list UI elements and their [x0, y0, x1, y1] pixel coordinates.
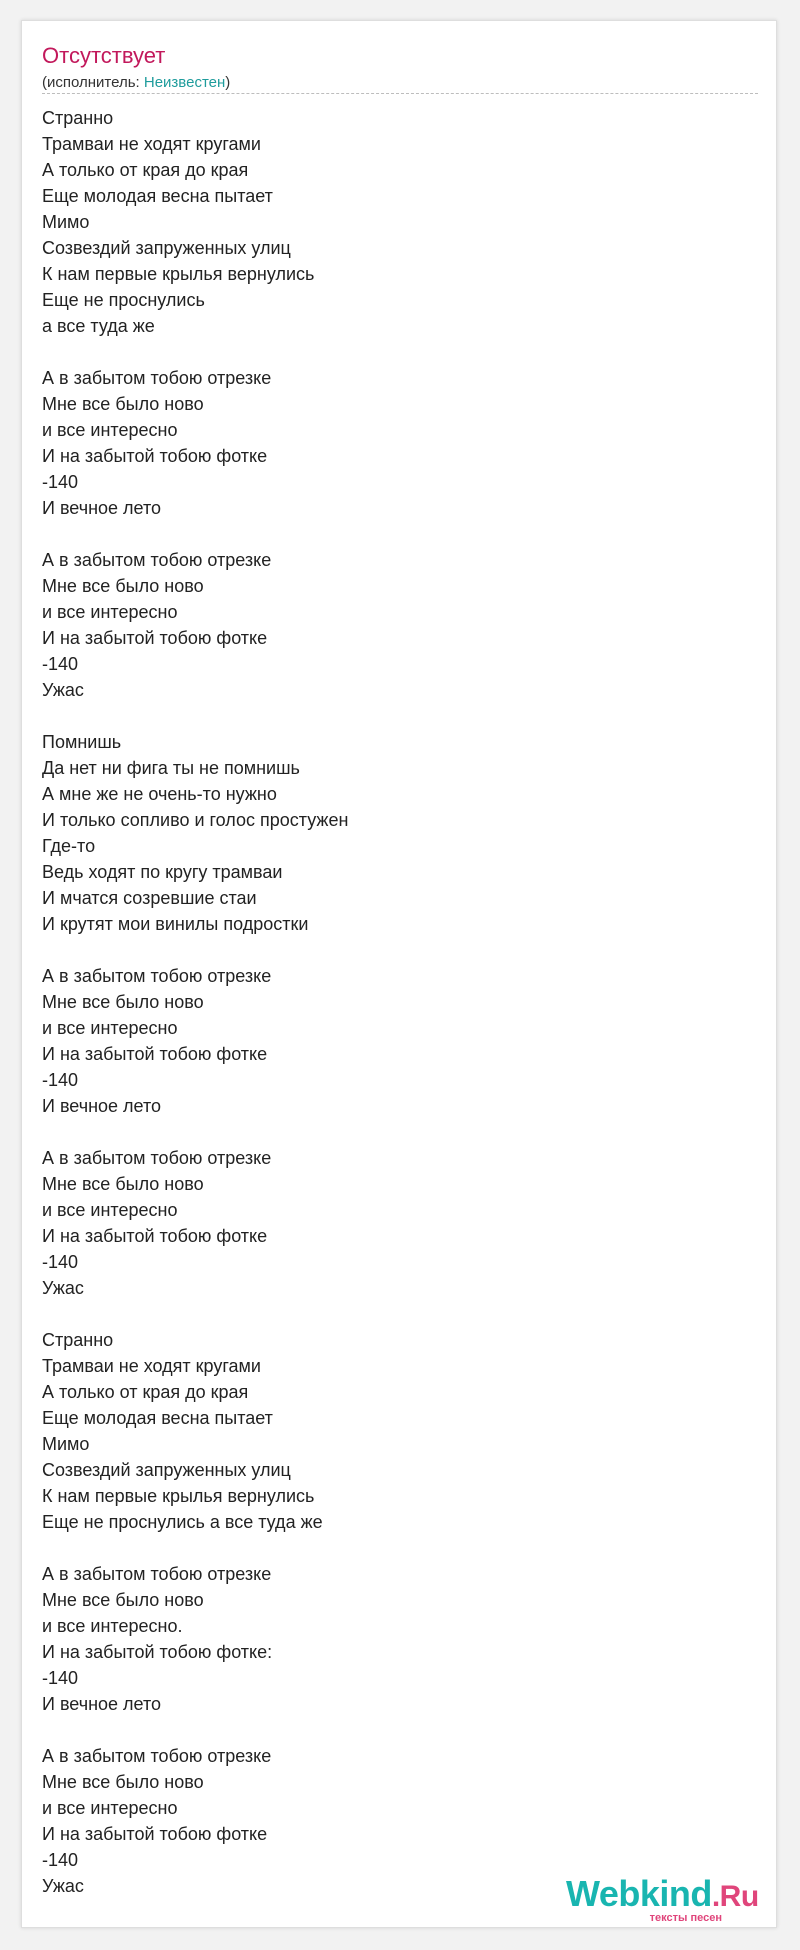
lyric-line: и все интересно [42, 1018, 178, 1038]
lyric-line: Еще молодая весна пытает [42, 1408, 273, 1428]
lyric-line: Трамваи не ходят кругами [42, 134, 261, 154]
lyric-line: Еще не проснулись [42, 290, 205, 310]
lyric-line: Ужас [42, 1876, 84, 1896]
lyrics-stanza [42, 1561, 742, 1717]
artist-suffix: ) [225, 74, 231, 91]
lyric-line: Еще молодая весна пытает [42, 186, 273, 206]
lyric-line: Мне все было ново [42, 992, 204, 1012]
artist-prefix: (исполнитель: [42, 74, 144, 91]
lyric-line: И на забытой тобою фотке [42, 1044, 268, 1064]
lyric-line: -140 [42, 1070, 79, 1090]
lyric-line: И на забытой тобою фотке [42, 1226, 268, 1246]
lyric-line: Еще не проснулись а все туда же [42, 1512, 323, 1532]
lyric-line: И только сопливо и голос простужен [42, 810, 349, 830]
lyric-line: Странно [42, 1330, 114, 1350]
lyric-line: Мне все было ново [42, 394, 204, 414]
lyric-line: и все интересно [42, 602, 178, 622]
logo-wordmark [566, 1873, 759, 1915]
lyric-line: А в забытом тобою отрезке [42, 368, 272, 388]
lyric-line: И вечное лето [42, 1694, 162, 1714]
lyric-line: Мимо [42, 1434, 90, 1454]
lyrics-stanza [42, 365, 742, 521]
lyric-line: И на забытой тобою фотке [42, 628, 268, 648]
lyric-line: Трамваи не ходят кругами [42, 1356, 261, 1376]
lyric-line: И мчатся созревшие стаи [42, 888, 257, 908]
lyric-line: А в забытом тобою отрезке [42, 1148, 272, 1168]
lyric-line: -140 [42, 1668, 79, 1688]
logo-main-text: Webkind [566, 1873, 712, 1914]
lyric-line: Ужас [42, 1278, 84, 1298]
lyric-line: Мне все было ново [42, 1590, 204, 1610]
lyric-line: К нам первые крылья вернулись [42, 1486, 315, 1506]
lyric-line: -140 [42, 472, 79, 492]
lyrics-card [21, 20, 777, 1928]
lyric-line: А в забытом тобою отрезке [42, 1564, 272, 1584]
lyrics-stanza [42, 105, 742, 339]
lyric-line: И на забытой тобою фотке [42, 446, 268, 466]
lyric-line: Мне все было ново [42, 1772, 204, 1792]
lyric-line: И крутят мои винилы подростки [42, 914, 309, 934]
lyric-line: Созвездий запруженных улиц [42, 238, 291, 258]
lyric-line: А в забытом тобою отрезке [42, 1746, 272, 1766]
lyric-line: А в забытом тобою отрезке [42, 550, 272, 570]
lyric-line: и все интересно. [42, 1616, 183, 1636]
artist-line [42, 73, 230, 93]
song-title: Отсутствует [42, 43, 166, 68]
lyrics-body [42, 105, 742, 1925]
lyric-line: Созвездий запруженных улиц [42, 1460, 291, 1480]
lyrics-stanza [42, 547, 742, 703]
lyrics-stanza [42, 1327, 742, 1535]
lyric-line: -140 [42, 654, 79, 674]
lyric-line: и все интересно [42, 420, 178, 440]
lyrics-stanza [42, 1145, 742, 1301]
lyric-line: К нам первые крылья вернулись [42, 264, 315, 284]
logo-tagline: тексты песен [649, 1912, 722, 1924]
lyric-line: Странно [42, 108, 114, 128]
lyric-line: И на забытой тобою фотке [42, 1824, 268, 1844]
lyric-line: А мне же не очень-то нужно [42, 784, 277, 804]
lyric-line: Мне все было ново [42, 576, 204, 596]
lyrics-stanza [42, 963, 742, 1119]
artist-link[interactable]: Неизвестен [143, 74, 226, 91]
lyric-line: а все туда же [42, 316, 155, 336]
lyric-line: И вечное лето [42, 498, 162, 518]
lyric-line: Где-то [42, 836, 96, 856]
lyric-line: А только от края до края [42, 1382, 249, 1402]
lyric-line: и все интересно [42, 1200, 178, 1220]
logo-tld: .Ru [711, 1880, 759, 1913]
lyric-line: И на забытой тобою фотке: [42, 1642, 273, 1662]
lyric-line: Ужас [42, 680, 84, 700]
lyric-line: Помнишь [42, 732, 122, 752]
lyric-line: Ведь ходят по кругу трамваи [42, 862, 283, 882]
lyric-line: И вечное лето [42, 1096, 162, 1116]
webkind-logo[interactable] [566, 1873, 759, 1924]
lyric-line: Мимо [42, 212, 90, 232]
lyric-line: Да нет ни фига ты не помнишь [42, 758, 300, 778]
lyric-line: -140 [42, 1850, 79, 1870]
title-divider [42, 93, 758, 94]
lyrics-stanza [42, 729, 742, 937]
lyric-line: А только от края до края [42, 160, 249, 180]
lyric-line: Мне все было ново [42, 1174, 204, 1194]
lyric-line: -140 [42, 1252, 79, 1272]
lyric-line: А в забытом тобою отрезке [42, 966, 272, 986]
lyric-line: и все интересно [42, 1798, 178, 1818]
